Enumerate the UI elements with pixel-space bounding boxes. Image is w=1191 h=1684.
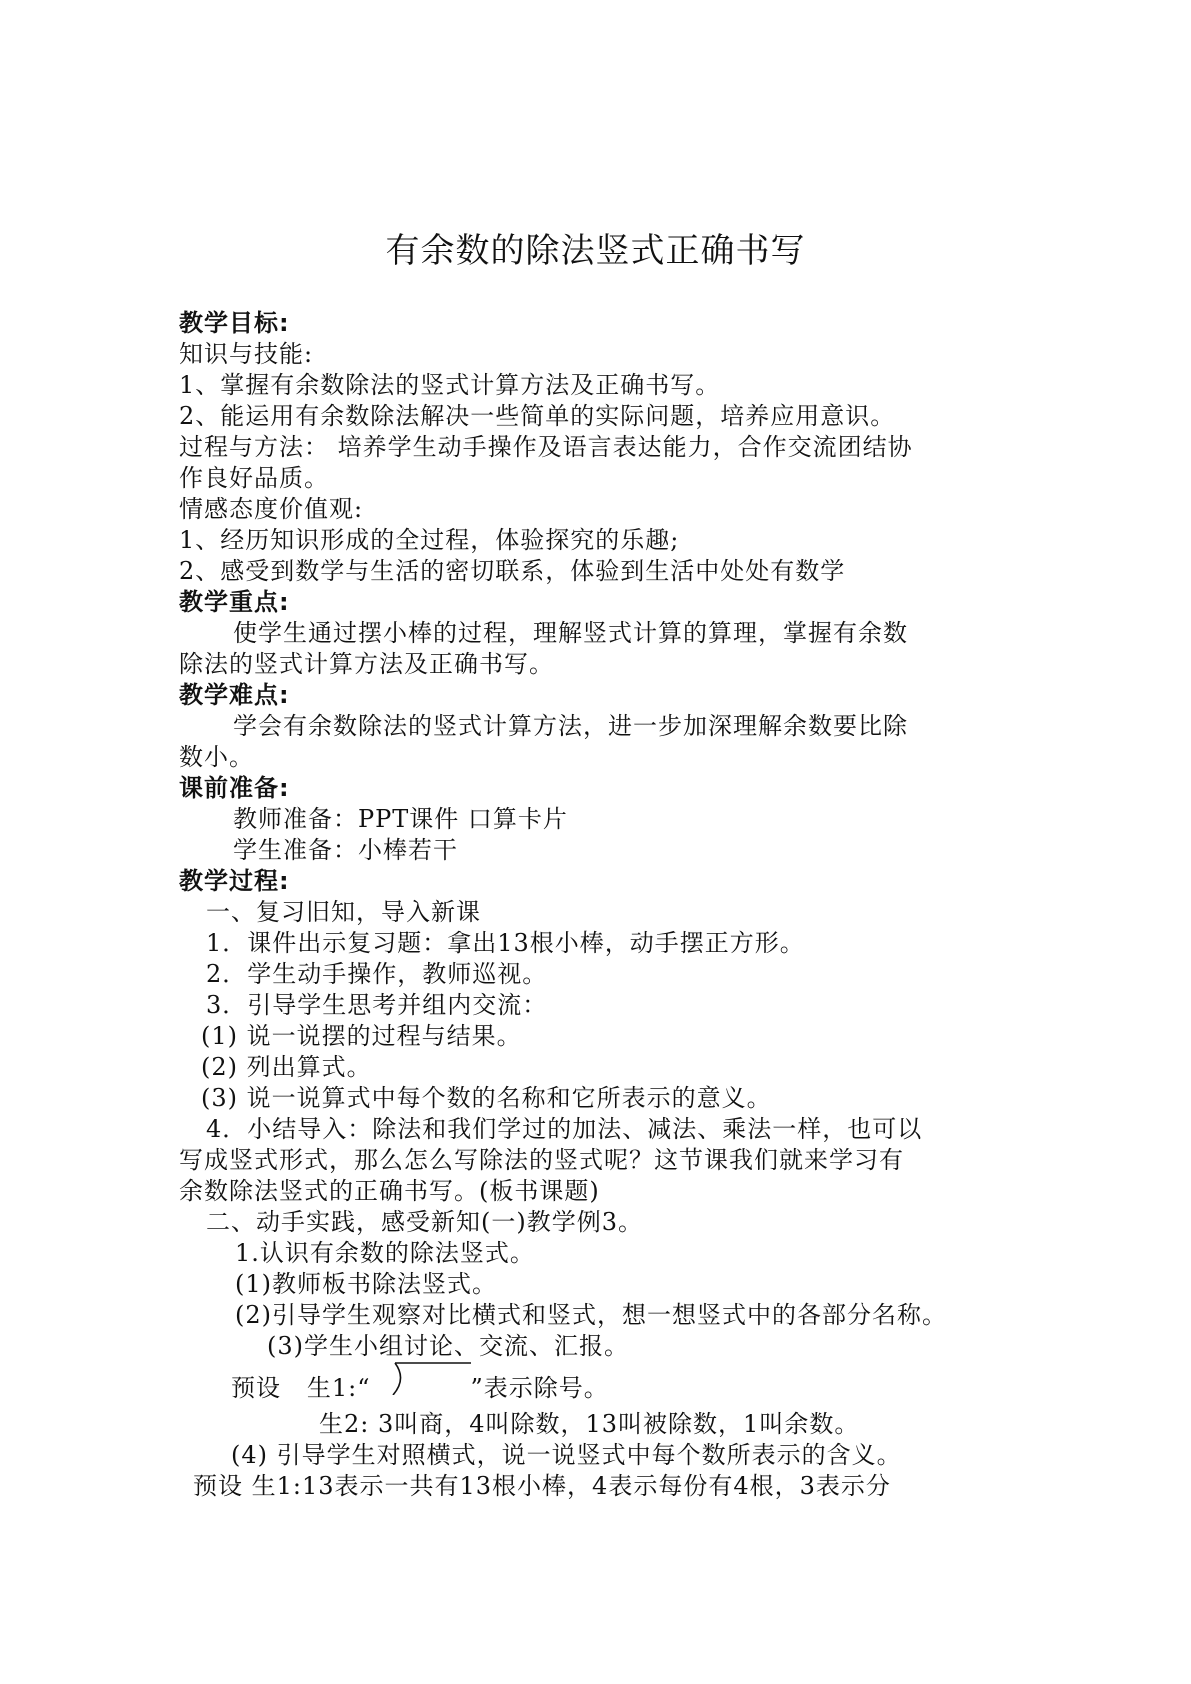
- practice-item-1b: (2)引导学生观察对比横式和竖式，想一想竖式中的各部分名称。: [235, 1301, 947, 1329]
- practice-item-1a: (1)教师板书除法竖式。: [235, 1270, 497, 1298]
- knowledge-item-1: 1、掌握有余数除法的竖式计算方法及正确书写。: [179, 371, 721, 399]
- key-points-line-2: 除法的竖式计算方法及正确书写。: [179, 650, 554, 678]
- part-two-heading: 二、动手实践，感受新知(一)教学例3。: [206, 1208, 643, 1236]
- step-2: 2．学生动手操作，教师巡视。: [206, 960, 548, 988]
- key-points-line-1: 使学生通过摆小棒的过程，理解竖式计算的算理，掌握有余数: [233, 619, 908, 647]
- emotion-item-2: 2、感受到数学与生活的密切联系，体验到生活中处处有数学: [179, 557, 846, 585]
- teacher-preparation: 教师准备：PPT课件 口算卡片: [233, 805, 568, 833]
- emotion-item-1: 1、经历知识形成的全过程，体验探究的乐趣;: [179, 526, 680, 554]
- preparation-heading: 课前准备:: [179, 774, 290, 802]
- preset-1-prefix: 生1:“: [306, 1374, 371, 1402]
- part-one-heading: 一、复习旧知，导入新课: [206, 898, 481, 926]
- practice-item-1d: (4) 引导学生对照横式，说一说竖式中每个数所表示的含义。: [231, 1441, 902, 1469]
- preset-label: 预设: [231, 1374, 281, 1402]
- page-title: 有余数的除法竖式正确书写: [385, 231, 806, 271]
- question-3: (3) 说一说算式中每个数的名称和它所表示的意义。: [201, 1084, 772, 1112]
- step-4-line-3: 余数除法竖式的正确书写。(板书课题): [179, 1177, 600, 1205]
- emotion-label: 情感态度价值观:: [179, 495, 364, 523]
- practice-item-1c: (3)学生小组讨论、交流、汇报。: [267, 1332, 629, 1360]
- question-2: (2) 列出算式。: [201, 1053, 372, 1081]
- knowledge-item-2: 2、能运用有余数除法解决一些简单的实际问题，培养应用意识。: [179, 402, 896, 430]
- preset-line-2: 生2: 3叫商，4叫除数，13叫被除数，1叫余数。: [319, 1410, 860, 1438]
- difficulties-line-2: 数小。: [179, 743, 254, 771]
- question-1: (1) 说一说摆的过程与结果。: [201, 1022, 522, 1050]
- division-bracket-symbol: [371, 1373, 471, 1404]
- practice-item-1: 1.认识有余数的除法竖式。: [235, 1239, 535, 1267]
- step-4-line-2: 写成竖式形式，那么怎么写除法的竖式呢？这节课我们就来学习有: [179, 1146, 904, 1174]
- preset-line-1: [179, 1373, 1039, 1404]
- difficulties-heading: 教学难点:: [179, 681, 290, 709]
- knowledge-label: 知识与技能:: [179, 340, 314, 368]
- process-method-line-1: 过程与方法： 培养学生动手操作及语言表达能力，合作交流团结协: [179, 433, 913, 461]
- step-3: 3．引导学生思考并组内交流：: [206, 991, 548, 1019]
- preset-1-suffix: ”表示除号。: [470, 1374, 609, 1402]
- key-points-heading: 教学重点:: [179, 588, 290, 616]
- step-1: 1．课件出示复习题：拿出13根小棒，动手摆正方形。: [206, 929, 805, 957]
- goals-heading: 教学目标:: [179, 309, 290, 337]
- process-heading: 教学过程:: [179, 867, 290, 895]
- document-body: [179, 308, 1039, 1502]
- process-method-line-2: 作良好品质。: [179, 464, 329, 492]
- step-4-line-1: 4．小结导入：除法和我们学过的加法、减法、乘法一样，也可以: [206, 1115, 923, 1143]
- student-preparation: 学生准备：小棒若干: [233, 836, 458, 864]
- preset-last-line: 预设 生1:13表示一共有13根小棒，4表示每份有4根，3表示分: [193, 1472, 891, 1500]
- difficulties-line-1: 学会有余数除法的竖式计算方法，进一步加深理解余数要比除: [233, 712, 908, 740]
